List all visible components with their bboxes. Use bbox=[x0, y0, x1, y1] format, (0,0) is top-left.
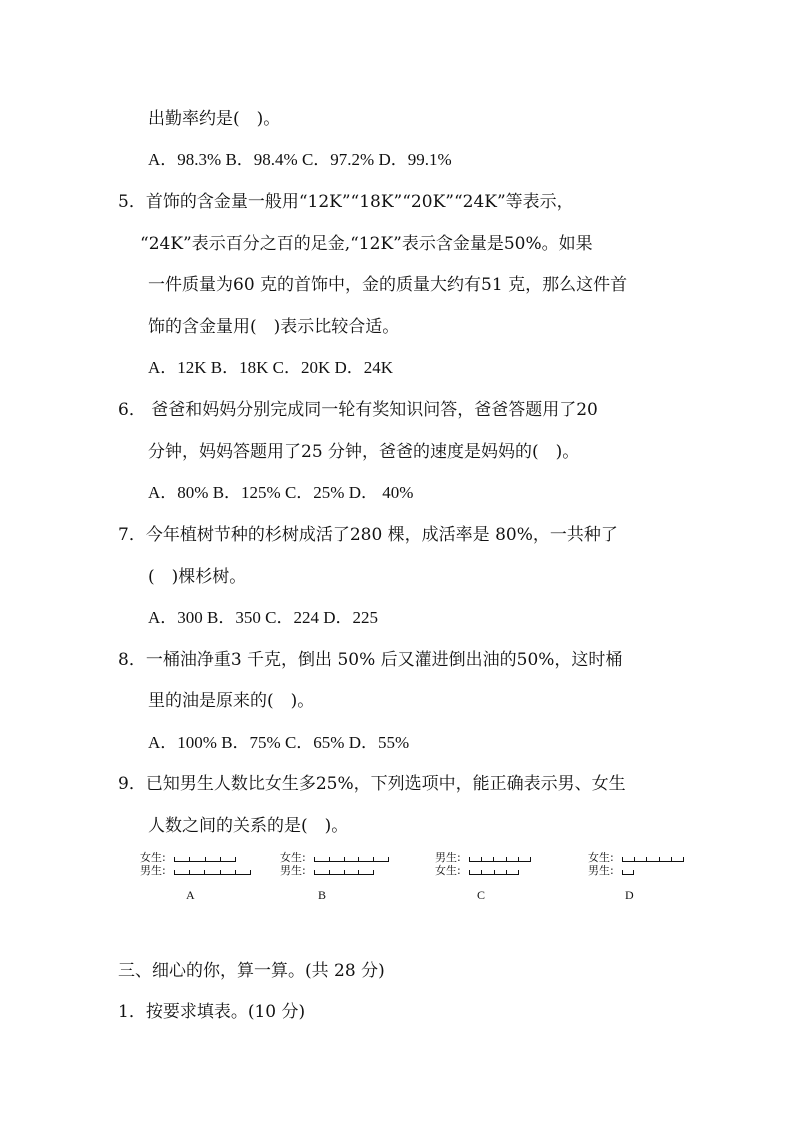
q5-line3: 一件质量为60 克的首饰中，金的质量大约有51 克，那么这件首 bbox=[148, 275, 628, 295]
q7-line1: 7．今年植树节种的杉树成活了280 棵，成活率是 80%，一共种了 bbox=[118, 525, 618, 545]
diagram-row-label: 男生: bbox=[435, 851, 461, 864]
q9-line2: 人数之间的关系的是( )。 bbox=[148, 816, 349, 836]
segment-tick bbox=[344, 857, 345, 861]
segment-tick bbox=[220, 870, 221, 874]
segment-bar bbox=[469, 871, 519, 875]
segment-tick bbox=[518, 857, 519, 861]
segment-tick bbox=[481, 857, 482, 861]
segment-tick bbox=[659, 857, 660, 861]
segment-tick bbox=[518, 870, 519, 874]
diagram-option-letter: B bbox=[318, 888, 327, 902]
diagram-row-label: 女生: bbox=[588, 851, 614, 864]
segment-tick bbox=[506, 857, 507, 861]
diagram-option-c bbox=[435, 850, 565, 910]
diagram-option-letter: C bbox=[477, 888, 486, 902]
segment-bar bbox=[314, 871, 374, 875]
q9-line1: 9．已知男生人数比女生多25%，下列选项中，能正确表示男、女生 bbox=[118, 774, 626, 794]
segment-tick bbox=[388, 857, 389, 861]
q6-line2: 分钟，妈妈答题用了25 分钟，爸爸的速度是妈妈的( )。 bbox=[148, 442, 580, 462]
segment-bar bbox=[622, 871, 634, 875]
segment-bar bbox=[622, 858, 684, 862]
segment-tick bbox=[314, 870, 315, 874]
segment-tick bbox=[633, 870, 634, 874]
segment-tick bbox=[329, 870, 330, 874]
q8-line2: 里的油是原来的( )。 bbox=[148, 691, 315, 711]
section-three-heading: 三、细心的你，算一算。(共 28 分) bbox=[118, 961, 385, 981]
diagram-row-label: 女生: bbox=[280, 851, 306, 864]
q6-options: A．80% B．125% C．25% D． 40% bbox=[148, 483, 414, 502]
q4-options: A．98.3% B．98.4% C．97.2% D．99.1% bbox=[148, 150, 452, 169]
segment-tick bbox=[373, 870, 374, 874]
q6-line1: 6． 爸爸和妈妈分别完成同一轮有奖知识问答，爸爸答题用了20 bbox=[118, 400, 598, 420]
segment-tick bbox=[469, 870, 470, 874]
segment-tick bbox=[493, 857, 494, 861]
segment-tick bbox=[235, 870, 236, 874]
q5-line2: “24K”表示百分之百的足金,“12K”表示含金量是50%。如果 bbox=[140, 234, 593, 254]
segment-tick bbox=[622, 870, 623, 874]
diagram-option-letter: A bbox=[186, 888, 195, 902]
q5-line1: 5．首饰的含金量一般用“12K”“18K”“20K”“24K”等表示， bbox=[118, 192, 574, 212]
segment-tick bbox=[220, 857, 221, 861]
diagram-option-b bbox=[280, 850, 410, 910]
segment-tick bbox=[235, 857, 236, 861]
segment-tick bbox=[174, 857, 175, 861]
segment-bar bbox=[469, 858, 531, 862]
segment-tick bbox=[622, 857, 623, 861]
segment-tick bbox=[250, 870, 251, 874]
segment-tick bbox=[205, 857, 206, 861]
section-three-q1: 1．按要求填表。(10 分) bbox=[118, 1002, 306, 1022]
segment-tick bbox=[344, 870, 345, 874]
q4-continuation: 出勤率约是( )。 bbox=[148, 109, 281, 129]
q5-line4: 饰的含金量用( )表示比较合适。 bbox=[148, 317, 400, 337]
segment-bar bbox=[314, 858, 389, 862]
diagram-row-label: 男生: bbox=[280, 864, 306, 877]
segment-tick bbox=[506, 870, 507, 874]
segment-tick bbox=[329, 857, 330, 861]
segment-tick bbox=[494, 870, 495, 874]
segment-tick bbox=[481, 870, 482, 874]
diagram-option-letter: D bbox=[625, 888, 634, 902]
diagram-row-label: 女生: bbox=[140, 851, 166, 864]
segment-tick bbox=[373, 857, 374, 861]
segment-tick bbox=[634, 857, 635, 861]
segment-tick bbox=[174, 870, 175, 874]
segment-tick bbox=[314, 857, 315, 861]
segment-tick bbox=[671, 857, 672, 861]
segment-tick bbox=[683, 857, 684, 861]
q7-options: A．300 B．350 C．224 D．225 bbox=[148, 608, 378, 627]
diagram-row-label: 男生: bbox=[588, 864, 614, 877]
q5-options: A．12K B．18K C．20K D．24K bbox=[148, 358, 394, 377]
q8-options: A．100% B．75% C．65% D．55% bbox=[148, 733, 410, 752]
segment-tick bbox=[189, 857, 190, 861]
segment-tick bbox=[204, 870, 205, 874]
diagram-row-label: 男生: bbox=[140, 864, 166, 877]
segment-diagram-options bbox=[140, 850, 700, 910]
segment-tick bbox=[358, 857, 359, 861]
segment-tick bbox=[469, 857, 470, 861]
segment-tick bbox=[646, 857, 647, 861]
q8-line1: 8．一桶油净重3 千克，倒出 50% 后又灌进倒出油的50%，这时桶 bbox=[118, 650, 623, 670]
segment-tick bbox=[358, 870, 359, 874]
diagram-option-d bbox=[588, 850, 718, 910]
segment-bar bbox=[174, 871, 251, 875]
segment-tick bbox=[189, 870, 190, 874]
diagram-row-label: 女生: bbox=[435, 864, 461, 877]
segment-tick bbox=[530, 857, 531, 861]
segment-bar bbox=[174, 858, 236, 862]
q7-line2: ( )棵杉树。 bbox=[148, 567, 247, 587]
diagram-option-a bbox=[140, 850, 270, 910]
